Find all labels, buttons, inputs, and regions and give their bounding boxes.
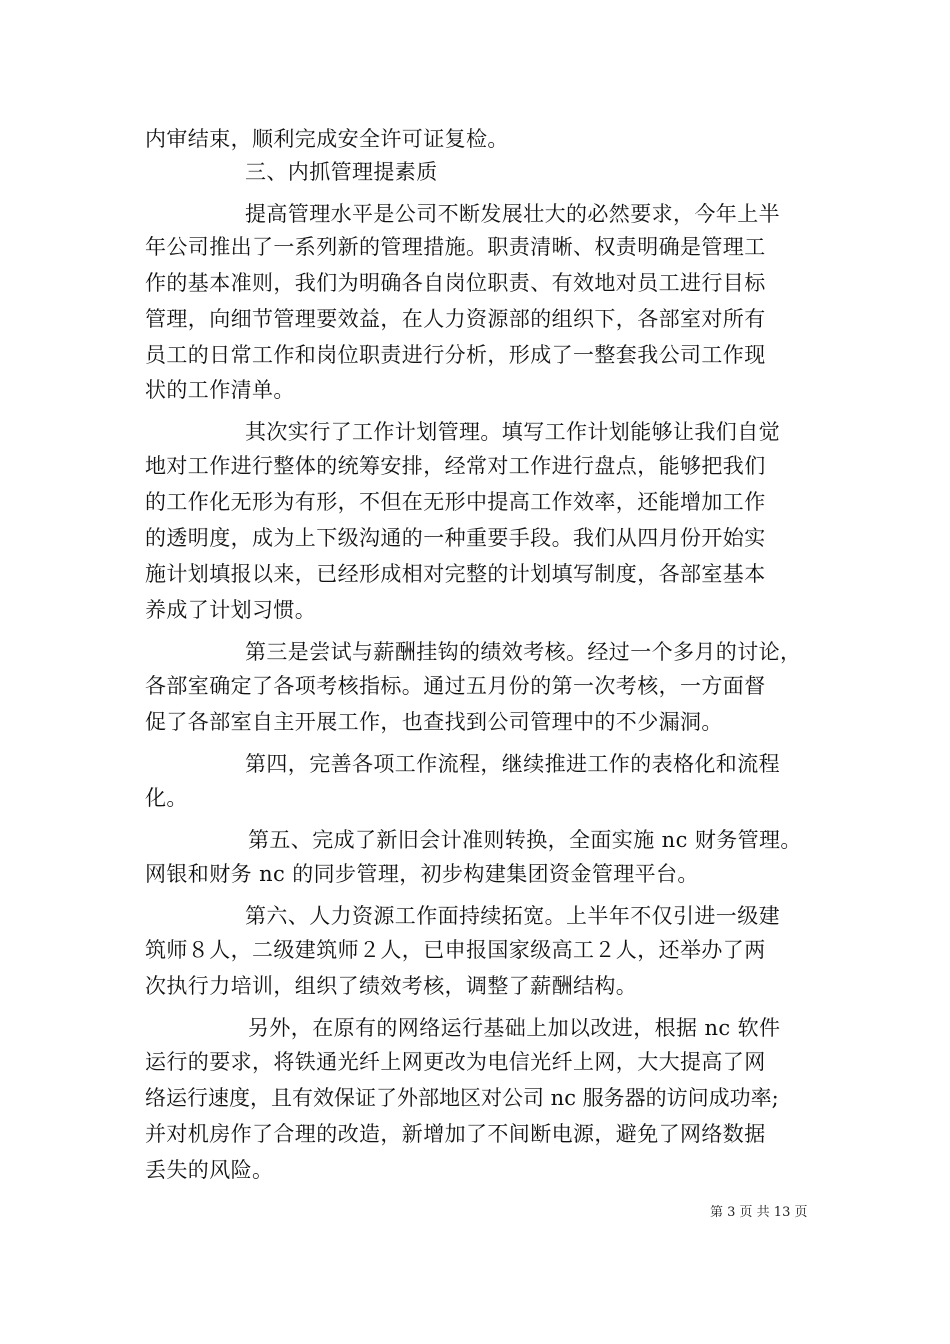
- text-line: 状的工作清单。: [145, 378, 295, 402]
- text-line: 另外，在原有的网络运行基础上加以改进，根据 nc 软件: [248, 1016, 781, 1040]
- text-line: 促了各部室自主开展工作，也查找到公司管理中的不少漏洞。: [145, 710, 723, 734]
- text-line: 其次实行了工作计划管理。填写工作计划能够让我们自觉: [245, 420, 780, 444]
- text-line: 的透明度，成为上下级沟通的一种重要手段。我们从四月份开始实: [145, 526, 766, 550]
- text-line: 丢失的风险。: [145, 1158, 274, 1182]
- text-line: 第六、人力资源工作面持续拓宽。上半年不仅引进一级建: [245, 904, 780, 928]
- text-line: 作的基本准则，我们为明确各自岗位职责、有效地对员工进行目标: [145, 271, 766, 295]
- text-line: 第四，完善各项工作流程，继续推进工作的表格化和流程: [245, 752, 780, 776]
- text-line: 的工作化无形为有形，不但在无形中提高工作效率，还能增加工作: [145, 490, 766, 514]
- text-line: 第三是尝试与薪酬挂钩的绩效考核。经过一个多月的讨论，: [245, 640, 802, 664]
- page-number: 第 3 页 共 13 页: [710, 1205, 808, 1220]
- text-line: 养成了计划习惯。: [145, 598, 317, 622]
- text-line: 次执行力培训，组织了绩效考核，调整了薪酬结构。: [145, 974, 638, 998]
- text-line: 地对工作进行整体的统筹安排，经常对工作进行盘点，能够把我们: [145, 454, 766, 478]
- text-line: 化。: [145, 786, 188, 810]
- text-line: 筑师８人，二级建筑师２人，已申报国家级高工２人，还举办了两: [145, 938, 766, 962]
- text-line: 运行的要求，将铁通光纤上网更改为电信光纤上网，大大提高了网: [145, 1050, 766, 1074]
- text-line: 并对机房作了合理的改造，新增加了不间断电源，避免了网络数据: [145, 1122, 766, 1146]
- text-line: 管理，向细节管理要效益，在人力资源部的组织下，各部室对所有: [145, 307, 766, 331]
- text-line: 年公司推出了一系列新的管理措施。职责清晰、权责明确是管理工: [145, 235, 766, 259]
- text-line: 提高管理水平是公司不断发展壮大的必然要求，今年上半: [245, 202, 780, 226]
- text-line: 各部室确定了各项考核指标。通过五月份的第一次考核，一方面督: [145, 674, 766, 698]
- section-heading: 三、内抓管理提素质: [245, 160, 438, 184]
- text-line: 员工的日常工作和岗位职责进行分析，形成了一整套我公司工作现: [145, 343, 766, 367]
- text-line: 第五、完成了新旧会计准则转换，全面实施 nc 财务管理。: [248, 828, 802, 852]
- text-line: 施计划填报以来，已经形成相对完整的计划填写制度，各部室基本: [145, 562, 766, 586]
- text-line: 网银和财务 nc 的同步管理，初步构建集团资金管理平台。: [145, 862, 699, 886]
- text-line: 络运行速度，且有效保证了外部地区对公司 nc 服务器的访问成功率;: [145, 1086, 779, 1110]
- text-line: 内审结束，顺利完成安全许可证复检。: [145, 127, 509, 151]
